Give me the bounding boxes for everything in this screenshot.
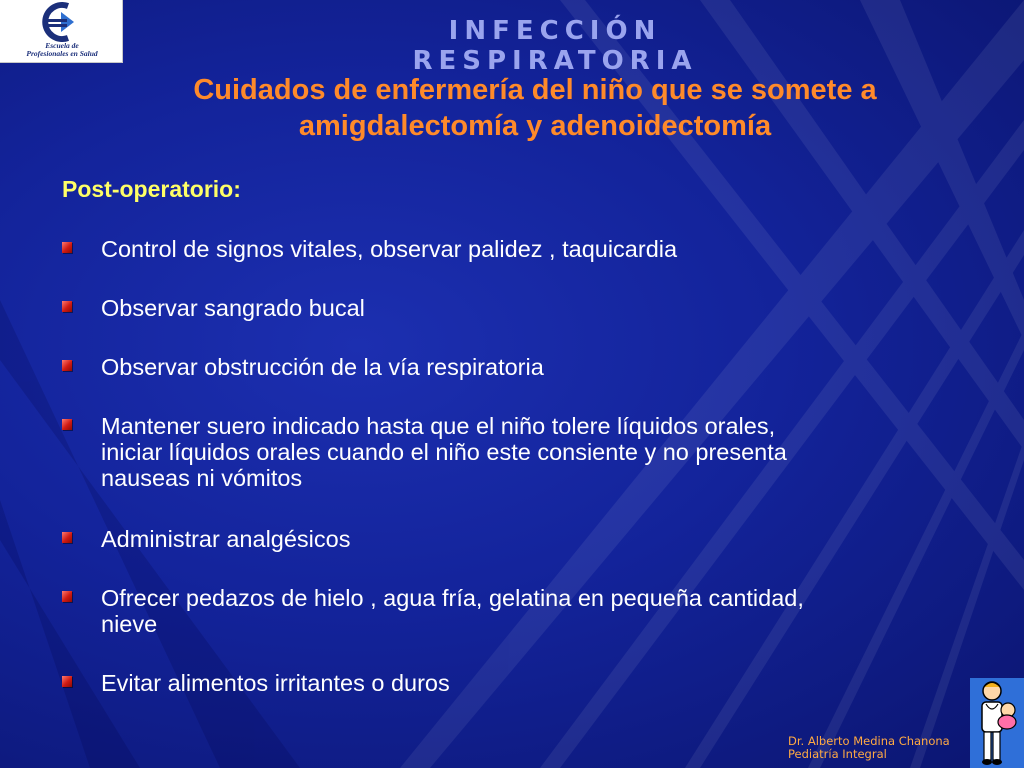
square-bullet-icon <box>62 676 72 687</box>
logo-text <box>4 42 120 58</box>
bullet-line: Observar sangrado bucal <box>101 295 365 321</box>
square-bullet-icon <box>62 360 72 371</box>
nurse-with-baby-icon <box>970 678 1024 768</box>
bullet-line: Evitar alimentos irritantes o duros <box>101 670 450 696</box>
author-footer <box>788 735 950 761</box>
bullet-line: nieve <box>101 611 158 637</box>
bullet-item-avoid-irritants <box>62 670 962 696</box>
bullet-line: Control de signos vitales, observar palidez , taquicardia <box>101 236 678 262</box>
section-label: Post-operatorio: <box>62 176 241 202</box>
bullet-line: Administrar analgésicos <box>101 526 351 552</box>
square-bullet-icon <box>62 532 72 543</box>
bullet-text <box>101 526 962 552</box>
square-bullet-icon <box>62 301 72 312</box>
school-logo-icon <box>38 2 84 42</box>
bullet-text <box>101 354 962 380</box>
bullet-text <box>101 295 962 321</box>
bullet-item-airway-obstruction <box>62 354 962 380</box>
bullet-line: Mantener suero indicado hasta que el niño tolere líquidos orales, <box>101 413 776 439</box>
square-bullet-icon <box>62 242 72 253</box>
slide-subtitle <box>90 72 980 144</box>
bullet-list <box>62 236 962 729</box>
bullet-text <box>101 413 962 491</box>
square-bullet-icon <box>62 419 72 430</box>
nurse-figure <box>970 678 1024 768</box>
bullet-line: nauseas ni vómitos <box>101 465 303 491</box>
school-logo <box>0 0 123 63</box>
subtitle-line-2: amigdalectomía y adenoidectomía <box>298 110 772 142</box>
slide-title: INFECCIÓN RESPIRATORIA <box>412 16 698 76</box>
bullet-text <box>101 236 962 262</box>
bullet-line: Observar obstrucción de la vía respiratoria <box>101 354 544 380</box>
author-name: Dr. Alberto Medina Chanona <box>788 734 950 748</box>
bullet-item-analgesics <box>62 526 962 552</box>
bullet-item-oral-bleeding <box>62 295 962 321</box>
bullet-line: Ofrecer pedazos de hielo , agua fría, gelatina en pequeña cantidad, <box>101 585 804 611</box>
bullet-line: iniciar líquidos orales cuando el niño este consiente y no presenta <box>101 439 787 465</box>
author-subject: Pediatría Integral <box>788 747 887 761</box>
bullet-text <box>101 670 962 696</box>
bullet-text <box>101 585 962 637</box>
square-bullet-icon <box>62 591 72 602</box>
bullet-item-ice-offer <box>62 585 962 637</box>
bullet-item-iv-fluids <box>62 413 962 491</box>
subtitle-line-1: Cuidados de enfermería del niño que se somete a <box>193 74 877 106</box>
logo-text-line-1: Escuela de <box>45 41 79 50</box>
bullet-item-vital-signs <box>62 236 962 262</box>
logo-text-line-2: Profesionales en Salud <box>26 49 98 58</box>
